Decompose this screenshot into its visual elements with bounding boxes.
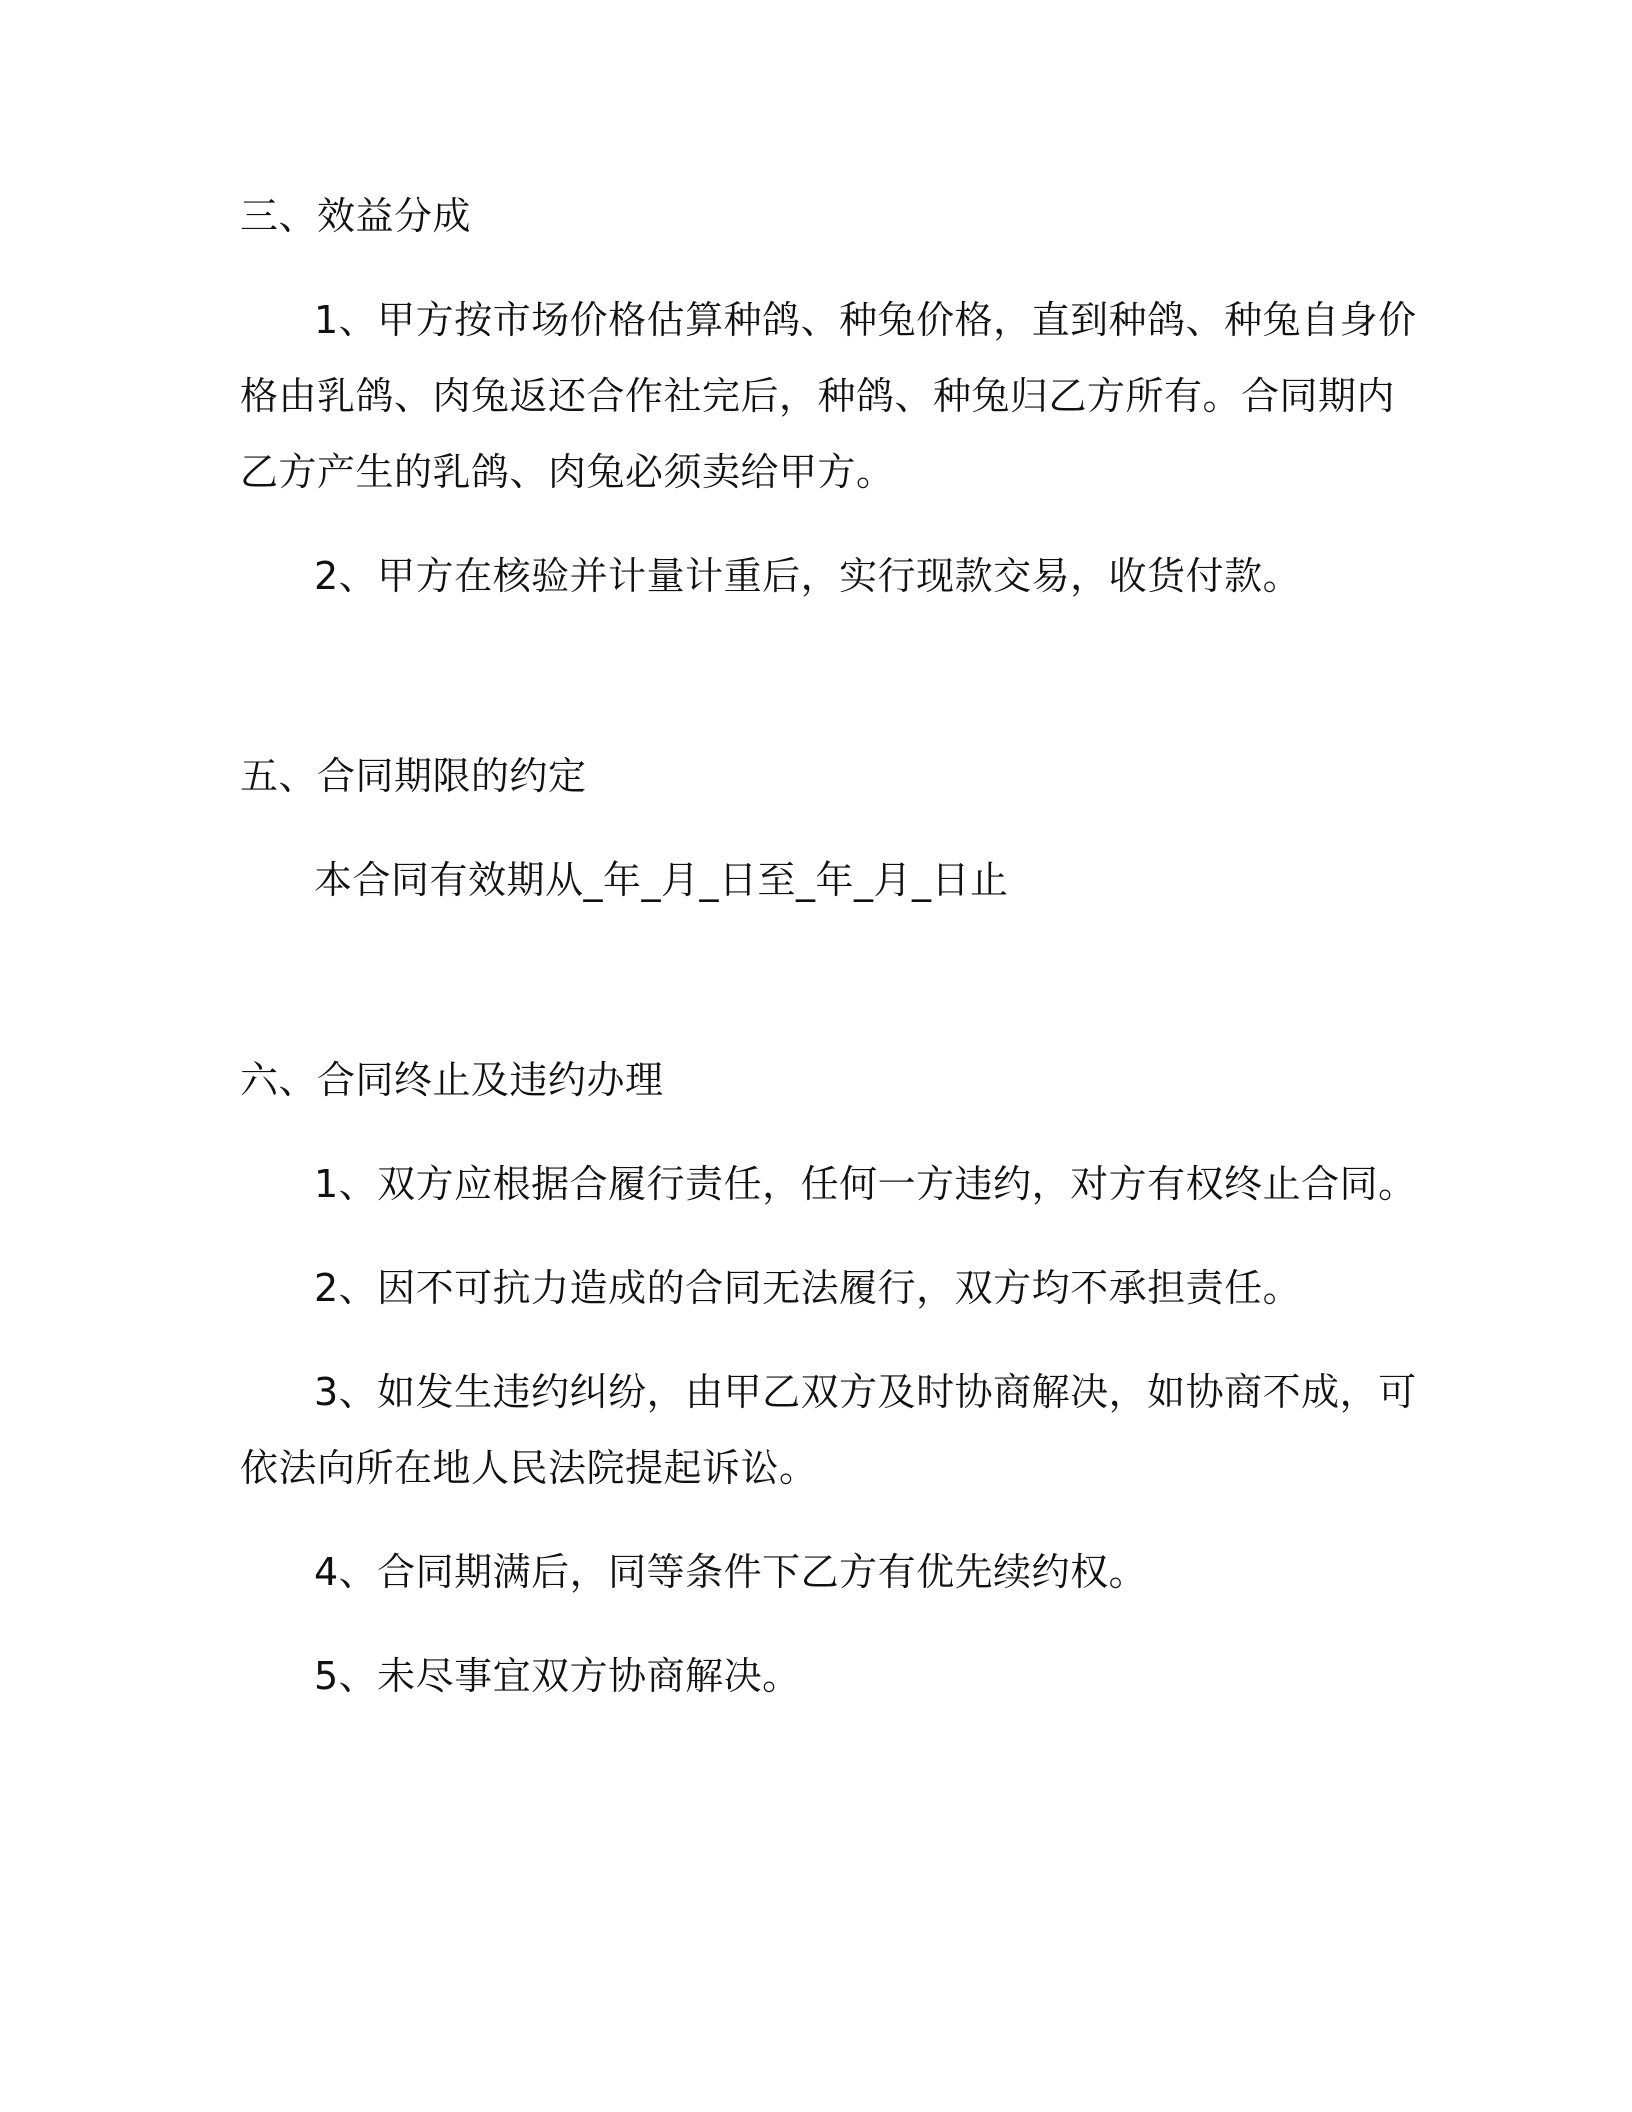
section-6-item-3-line-2: 依法向所在地人民法院提起诉讼。	[240, 1446, 818, 1490]
section-6-item-5: 5、未尽事宜双方协商解决。	[314, 1654, 801, 1698]
section-6-item-1: 1、双方应根据合履行责任，任何一方违约，对方有权终止合同。	[314, 1162, 1417, 1206]
section-3-item-1-line-3: 乙方产生的乳鸽、肉兔必须卖给甲方。	[240, 450, 895, 494]
section-3-item-2: 2、甲方在核验并计量计重后，实行现款交易，收货付款。	[314, 554, 1302, 598]
section-5-body: 本合同有效期从_年_月_日至_年_月_日止	[314, 858, 1009, 902]
section-5-heading: 五、合同期限的约定	[240, 754, 587, 798]
section-6-item-3-line-1: 3、如发生违约纠纷，由甲乙双方及时协商解决，如协商不成，可	[314, 1370, 1417, 1414]
section-6-heading: 六、合同终止及违约办理	[240, 1058, 664, 1102]
section-3-item-1-line-2: 格由乳鸽、肉兔返还合作社完后，种鸽、种兔归乙方所有。合同期内	[240, 374, 1396, 418]
section-6-item-2: 2、因不可抗力造成的合同无法履行，双方均不承担责任。	[314, 1266, 1302, 1310]
section-3-heading: 三、效益分成	[240, 194, 472, 238]
section-6-item-4: 4、合同期满后，同等条件下乙方有优先续约权。	[314, 1550, 1148, 1594]
section-3-item-1-line-1: 1、甲方按市场价格估算种鸽、种兔价格，直到种鸽、种兔自身价	[314, 298, 1417, 342]
